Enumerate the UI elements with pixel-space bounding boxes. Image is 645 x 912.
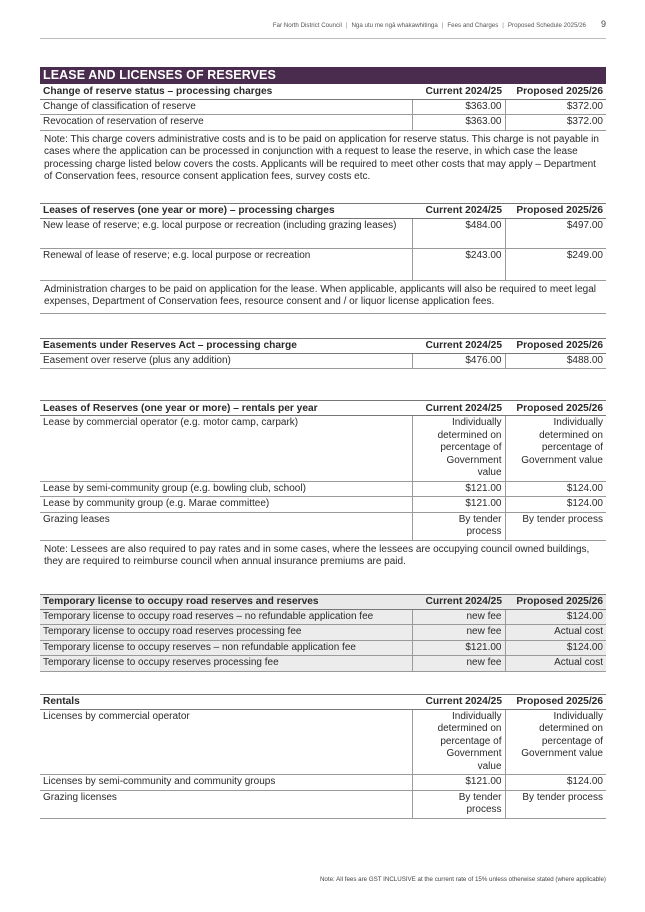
table-row — [40, 775, 606, 791]
row-current: By tender process — [412, 790, 505, 818]
row-proposed: By tender process — [505, 790, 606, 818]
col-current: Current 2024/25 — [412, 694, 505, 709]
row-proposed: Individually determined on percentage of Government value — [505, 416, 606, 482]
row-current: $243.00 — [412, 248, 505, 280]
row-current: $121.00 — [412, 481, 505, 497]
table-title: Leases of Reserves (one year or more) – rentals per year — [40, 401, 412, 416]
table-row — [40, 640, 606, 656]
col-current: Current 2024/25 — [412, 594, 505, 609]
row-current: $476.00 — [412, 353, 505, 369]
table-row — [40, 248, 606, 280]
lease-rentals-table — [40, 400, 606, 541]
table-title: Leases of reserves (one year or more) – processing charges — [40, 203, 412, 218]
row-proposed: $124.00 — [505, 640, 606, 656]
table-title: Rentals — [40, 694, 412, 709]
temporary-license-table — [40, 594, 606, 672]
row-proposed: Actual cost — [505, 656, 606, 672]
row-desc: Licenses by semi-community and community groups — [40, 775, 412, 791]
table-row — [40, 709, 606, 775]
row-proposed: $124.00 — [505, 775, 606, 791]
col-proposed: Proposed 2025/26 — [505, 694, 606, 709]
note-text: Note: Lessees are also required to pay rates and in some cases, where the lessees are occupying council owned buildings, they are required to reimburse council when annual insurance premiums are paid. — [44, 543, 590, 567]
table-row — [40, 416, 606, 482]
row-desc: Lease by semi-community group (e.g. bowling club, school) — [40, 481, 412, 497]
row-desc: Temporary license to occupy road reserves processing fee — [40, 625, 412, 641]
row-proposed: $497.00 — [505, 218, 606, 248]
row-desc: Lease by commercial operator (e.g. motor camp, carpark) — [40, 416, 412, 482]
col-proposed: Proposed 2025/26 — [505, 338, 606, 353]
note-text: Note: This charge covers administrative costs and is to be paid on application for reserve status. This charge is not payable in cases where the application can be processed in conjunction with a request to lease the reserve, in which case the lease processing charge listed below covers the costs. Applicants will be required to meet other costs that may apply – Department of Conservation fees, resource consent application fees, survey costs etc. — [44, 133, 599, 182]
table-row — [40, 656, 606, 672]
row-desc: Temporary license to occupy reserves processing fee — [40, 656, 412, 672]
row-desc: Lease by community group (e.g. Marae committee) — [40, 497, 412, 513]
col-current: Current 2024/25 — [412, 338, 505, 353]
row-proposed: Actual cost — [505, 625, 606, 641]
table-title: Easements under Reserves Act – processing charge — [40, 338, 412, 353]
lease-processing-table — [40, 203, 606, 281]
easements-table — [40, 338, 606, 370]
row-desc: Temporary license to occupy road reserves – no refundable application fee — [40, 609, 412, 625]
table-row — [40, 609, 606, 625]
header-section: Fees and Charges — [447, 22, 499, 29]
table-row — [40, 353, 606, 369]
col-current: Current 2024/25 — [412, 84, 505, 99]
table-row — [40, 218, 606, 248]
row-proposed: $488.00 — [505, 353, 606, 369]
table-row — [40, 115, 606, 131]
row-desc: Grazing licenses — [40, 790, 412, 818]
reserve-status-table — [40, 84, 606, 131]
table-title: Temporary license to occupy road reserves and reserves — [40, 594, 412, 609]
col-proposed: Proposed 2025/26 — [505, 401, 606, 416]
row-desc: Grazing leases — [40, 512, 412, 540]
row-current: Individually determined on percentage of Government value — [412, 416, 505, 482]
col-proposed: Proposed 2025/26 — [505, 84, 606, 99]
rentals-table — [40, 694, 606, 819]
row-current: $121.00 — [412, 775, 505, 791]
table-row — [40, 625, 606, 641]
table-row — [40, 481, 606, 497]
row-proposed: $372.00 — [505, 115, 606, 131]
row-current: new fee — [412, 625, 505, 641]
row-proposed: $124.00 — [505, 481, 606, 497]
row-desc: Easement over reserve (plus any addition) — [40, 353, 412, 369]
row-desc: Revocation of reservation of reserve — [40, 115, 412, 131]
row-current: $121.00 — [412, 640, 505, 656]
note-text: Administration charges to be paid on application for the lease. When applicable, applicants will also be required to meet legal expenses, Department of Conservation fees, resource consent and / or liquor license application fees. — [40, 281, 606, 314]
table-title: Change of reserve status – processing charges — [40, 84, 412, 99]
row-current: $121.00 — [412, 497, 505, 513]
row-current: By tender process — [412, 512, 505, 540]
header-org: Far North District Council — [272, 22, 342, 29]
row-current: new fee — [412, 609, 505, 625]
page-number: 9 — [600, 19, 606, 29]
row-proposed: $249.00 — [505, 248, 606, 280]
row-desc: New lease of reserve; e.g. local purpose or recreation (including grazing leases) — [40, 218, 412, 248]
fees-content — [40, 67, 606, 819]
row-current: Individually determined on percentage of Government value — [412, 709, 505, 775]
row-proposed: Individually determined on percentage of Government value — [505, 709, 606, 775]
section-banner: LEASE AND LICENSES OF RESERVES — [40, 67, 606, 84]
footer-note: Note: All fees are GST INCLUSIVE at the current rate of 15% unless otherwise stated (where applicable) — [319, 876, 606, 883]
header-divider — [40, 38, 606, 39]
col-proposed: Proposed 2025/26 — [505, 594, 606, 609]
col-current: Current 2024/25 — [412, 401, 505, 416]
header-subtitle: Nga utu me ngā whakawhitinga — [351, 22, 438, 29]
row-current: $363.00 — [412, 115, 505, 131]
table-row — [40, 99, 606, 115]
row-proposed: $124.00 — [505, 497, 606, 513]
row-current: $363.00 — [412, 99, 505, 115]
row-desc: Licenses by commercial operator — [40, 709, 412, 775]
row-desc: Renewal of lease of reserve; e.g. local purpose or recreation — [40, 248, 412, 280]
row-desc: Temporary license to occupy reserves – non refundable application fee — [40, 640, 412, 656]
table-row — [40, 790, 606, 818]
header-doc: Proposed Schedule 2025/26 — [507, 22, 586, 29]
table-row — [40, 512, 606, 540]
page-header: Far North District Council | Nga utu me ngā whakawhitinga | Fees and Charges | Proposed Schedule 2025/26 9 — [272, 19, 606, 29]
col-current: Current 2024/25 — [412, 203, 505, 218]
row-proposed: $372.00 — [505, 99, 606, 115]
col-proposed: Proposed 2025/26 — [505, 203, 606, 218]
row-proposed: $124.00 — [505, 609, 606, 625]
table-row — [40, 497, 606, 513]
row-current: $484.00 — [412, 218, 505, 248]
row-current: new fee — [412, 656, 505, 672]
row-desc: Change of classification of reserve — [40, 99, 412, 115]
row-proposed: By tender process — [505, 512, 606, 540]
